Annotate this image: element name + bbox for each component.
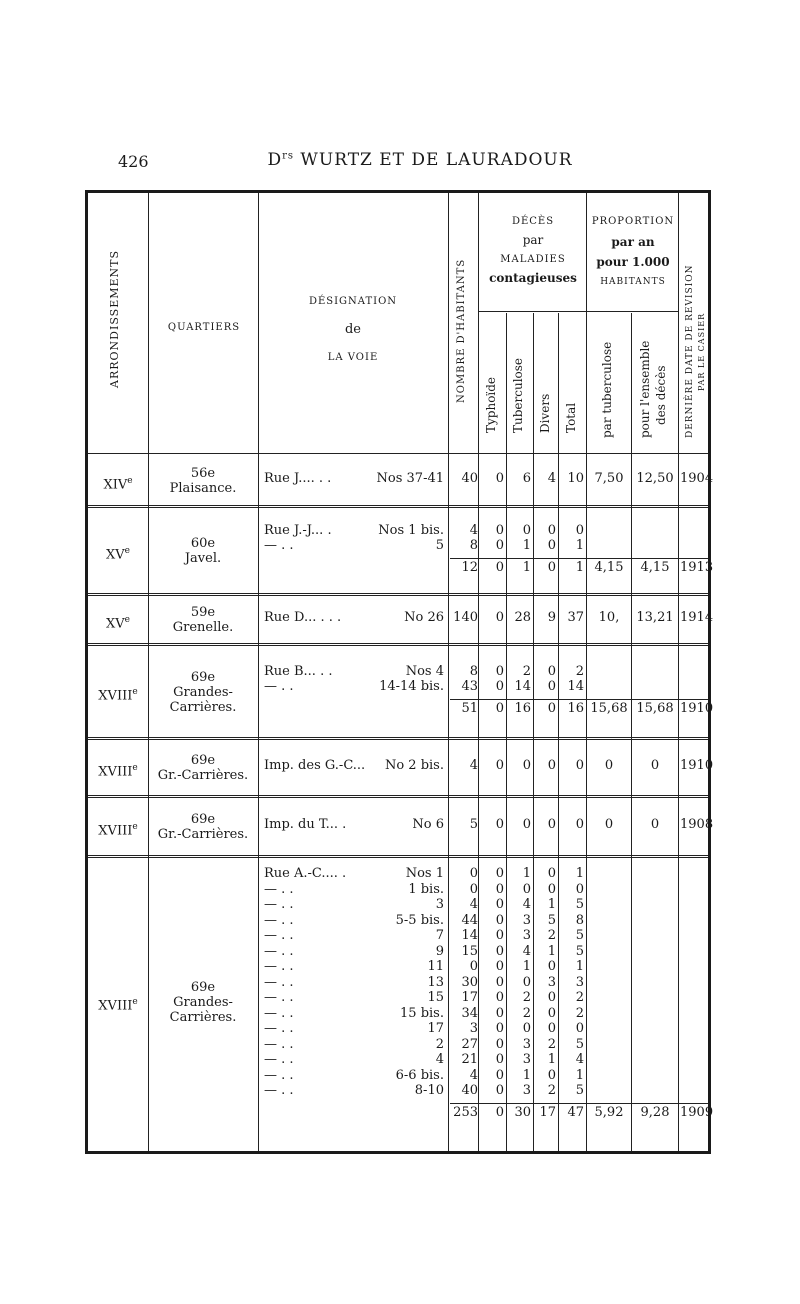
- voie-number: 1 bis.: [408, 881, 444, 897]
- voie-name: — . .: [264, 679, 294, 695]
- total-hab: 253: [453, 1104, 478, 1120]
- voie-name: — . .: [264, 943, 294, 959]
- header-designation-1: DÉSIGNATION: [308, 296, 398, 307]
- cell-tot: 0: [575, 1021, 584, 1036]
- quartier-line: 60e: [190, 536, 216, 551]
- cell-tub: 3: [522, 1083, 531, 1098]
- voie-number: 5: [435, 538, 444, 554]
- quartier-line: Carrières.: [169, 699, 237, 715]
- cell-tot: 10: [567, 471, 584, 487]
- cell-div: 9: [547, 610, 556, 626]
- voie-number: 2: [435, 1036, 444, 1052]
- arrondissement-cell: [90, 995, 146, 1013]
- cell-div: 0: [547, 1005, 556, 1021]
- cell-tot: 2: [575, 663, 584, 679]
- cell-typh: 0: [495, 1083, 504, 1098]
- total-div: 0: [547, 559, 556, 575]
- cell-tub: 1: [522, 1067, 531, 1083]
- voie-name: — . .: [264, 1036, 294, 1052]
- col-rule: [558, 313, 559, 1151]
- page-number: 426: [118, 152, 149, 171]
- cell-hab: 4: [469, 897, 478, 912]
- cell-typh: 0: [495, 663, 504, 679]
- cell-typh: 0: [495, 610, 504, 626]
- cell-hab: 40: [461, 1083, 478, 1098]
- voie-number: No 2 bis.: [384, 758, 444, 774]
- voie-number: Nos 4: [405, 663, 444, 679]
- prop-ensemble: 0: [650, 758, 660, 774]
- cell-div: 0: [547, 817, 556, 833]
- col-rule: [533, 313, 534, 1151]
- cell-typh: 0: [495, 866, 504, 881]
- total-rule: [450, 558, 586, 559]
- cell-div: 0: [547, 1067, 556, 1083]
- cell-div: 0: [547, 881, 556, 897]
- header-proportion-1: PROPORTION: [591, 216, 675, 227]
- col-rule: [448, 193, 449, 1151]
- cell-tub: 4: [522, 943, 531, 959]
- arrondissement-cell: [90, 761, 146, 779]
- cell-div: 0: [547, 663, 556, 679]
- running-head-rest: WURTZ ET DE LAURADOUR: [294, 150, 573, 170]
- header-deces-4: contagieuses: [489, 271, 577, 285]
- revision-year: 1904: [680, 471, 714, 487]
- cell-div: 0: [547, 959, 556, 974]
- cell-hab: 3: [469, 1021, 478, 1036]
- arrondissement-suffix: e: [132, 687, 138, 697]
- cell-tot: 14: [567, 679, 584, 695]
- cell-tub: 0: [522, 1021, 531, 1036]
- prop-tuberculose: 10,: [598, 610, 620, 626]
- cell-tot: 2: [575, 990, 584, 1005]
- cell-typh: 0: [495, 990, 504, 1005]
- proportion-rule: [586, 1103, 708, 1104]
- voie-name: — . .: [264, 538, 294, 554]
- running-head-sup: rs: [282, 150, 295, 162]
- prop-ensemble: 4,15: [640, 559, 670, 575]
- cell-tot: 0: [575, 881, 584, 897]
- cell-hab: 17: [461, 990, 478, 1005]
- col-rule: [631, 313, 632, 1151]
- col-rule: [586, 193, 587, 1151]
- voie-name: — . .: [264, 881, 294, 897]
- cell-div: 0: [547, 538, 556, 554]
- cell-tub: 0: [522, 758, 531, 774]
- cell-typh: 0: [495, 471, 504, 487]
- cell-div: 3: [547, 974, 556, 990]
- cell-tub: 2: [522, 990, 531, 1005]
- voie-number: 17: [427, 1021, 444, 1036]
- total-tub: 16: [514, 700, 531, 716]
- cell-tot: 5: [575, 1083, 584, 1098]
- arrondissement-suffix: e: [132, 997, 138, 1007]
- cell-typh: 0: [495, 1052, 504, 1067]
- voie-name: — . .: [264, 1083, 294, 1098]
- prop-ensemble: 15,68: [636, 700, 674, 716]
- arrondissement-cell: [90, 613, 146, 631]
- cell-div: 0: [547, 866, 556, 881]
- prop-tuberculose: 0: [604, 817, 614, 833]
- prop-ensemble: 12,50: [636, 471, 674, 487]
- voie-number: Nos 1: [405, 866, 444, 881]
- total-hab: 51: [461, 700, 478, 716]
- cell-tub: 3: [522, 912, 531, 928]
- running-head-prefix: D: [267, 150, 283, 170]
- quartier-line: Grandes-: [173, 994, 233, 1010]
- voie-number: Nos 37-41: [376, 471, 444, 487]
- header-divers: Divers: [538, 393, 552, 433]
- cell-div: 0: [547, 990, 556, 1005]
- quartier-line: 69e: [190, 979, 216, 995]
- prop-tuberculose: 0: [604, 758, 614, 774]
- cell-hab: 8: [469, 663, 478, 679]
- header-deces-1: DÉCÈS: [511, 216, 555, 227]
- col-rule: [148, 193, 149, 1151]
- running-head: [250, 150, 590, 170]
- header-proportion-4: HABITANTS: [600, 277, 666, 287]
- header-deces-3: MALADIES: [500, 254, 566, 265]
- header-prop-ensemble-2: des décès: [654, 365, 668, 425]
- header-deces-2: par: [522, 233, 544, 247]
- voie-name: Rue J.-J... .: [264, 522, 332, 538]
- cell-tub: 3: [522, 1036, 531, 1052]
- cell-typh: 0: [495, 758, 504, 774]
- block-separator: [88, 855, 708, 858]
- cell-hab: 27: [461, 1036, 478, 1052]
- voie-name: Rue D... . . .: [264, 610, 342, 626]
- cell-typh: 0: [495, 1067, 504, 1083]
- cell-tot: 5: [575, 1036, 584, 1052]
- block-separator: [88, 593, 708, 596]
- header-tuberculose: Tuberculose: [511, 357, 525, 433]
- header-quartiers: QUARTIERS: [167, 322, 241, 333]
- quartier-line: Plaisance.: [169, 481, 237, 496]
- voie-name: Rue J.... . .: [264, 471, 332, 487]
- revision-year: 1913: [680, 559, 714, 575]
- arrondissement-number: XVIII: [98, 764, 133, 780]
- arrondissement-number: XVIII: [98, 823, 133, 839]
- revision-year: 1914: [680, 610, 714, 626]
- cell-div: 2: [547, 1083, 556, 1098]
- revision-year: 1910: [680, 700, 714, 716]
- cell-div: 0: [547, 522, 556, 538]
- arrondissement-number: XV: [106, 547, 125, 563]
- voie-number: 3: [435, 897, 444, 912]
- quartier-line: 59e: [190, 605, 216, 620]
- block-separator: [88, 737, 708, 740]
- cell-tot: 0: [575, 758, 584, 774]
- cell-hab: 140: [453, 610, 478, 626]
- prop-ensemble: 0: [650, 817, 660, 833]
- voie-name: Imp. des G.-C...: [264, 758, 366, 774]
- header-rule: [586, 311, 678, 312]
- voie-name: — . .: [264, 912, 294, 928]
- cell-tub: 1: [522, 866, 531, 881]
- prop-tuberculose: 5,92: [594, 1104, 624, 1120]
- arrondissement-cell: [90, 544, 146, 562]
- col-rule: [258, 193, 259, 1151]
- voie-number: 7: [435, 928, 444, 943]
- arrondissement-number: XIV: [103, 477, 128, 493]
- arrondissement-suffix: e: [124, 546, 130, 556]
- cell-typh: 0: [495, 1021, 504, 1036]
- header-typhoide: Typhoïde: [484, 376, 498, 433]
- total-div: 17: [539, 1104, 556, 1120]
- header-designation-3: LA VOIE: [327, 352, 379, 363]
- quartier-line: Carrières.: [169, 1009, 237, 1025]
- cell-tub: 14: [514, 679, 531, 695]
- cell-hab: 21: [461, 1052, 478, 1067]
- voie-number: 13: [427, 974, 444, 990]
- voie-number: 11: [427, 959, 444, 974]
- voie-number: 15: [427, 990, 444, 1005]
- cell-tub: 1: [522, 538, 531, 554]
- quartier-line: Gr.-Carrières.: [157, 827, 249, 842]
- cell-typh: 0: [495, 928, 504, 943]
- col-rule: [678, 193, 679, 1151]
- voie-name: — . .: [264, 1067, 294, 1083]
- arrondissement-suffix: e: [124, 615, 130, 625]
- cell-hab: 15: [461, 943, 478, 959]
- arrondissement-suffix: e: [132, 822, 138, 832]
- cell-tub: 6: [522, 471, 531, 487]
- cell-hab: 40: [461, 471, 478, 487]
- total-typh: 0: [495, 700, 504, 716]
- block-separator: [88, 643, 708, 646]
- voie-number: 4: [435, 1052, 444, 1067]
- prop-ensemble: 13,21: [636, 610, 674, 626]
- voie-number: 5-5 bis.: [395, 912, 444, 928]
- prop-tuberculose: 4,15: [594, 559, 624, 575]
- header-habitants: NOMBRE D'HABITANTS: [456, 258, 467, 403]
- cell-tub: 4: [522, 897, 531, 912]
- header-prop-tuberculose: par tuberculose: [600, 341, 614, 438]
- voie-name: — . .: [264, 1005, 294, 1021]
- revision-year: 1908: [680, 817, 714, 833]
- voie-name: Rue B... . .: [264, 663, 333, 679]
- arrondissement-number: XVIII: [98, 998, 133, 1014]
- cell-typh: 0: [495, 817, 504, 833]
- cell-tub: 2: [522, 1005, 531, 1021]
- arrondissement-number: XV: [106, 616, 125, 632]
- arrondissement-cell: [90, 820, 146, 838]
- proportion-rule: [586, 558, 708, 559]
- header-revision-2: PAR LE CASIER: [697, 312, 706, 391]
- cell-tot: 37: [567, 610, 584, 626]
- voie-name: — . .: [264, 1052, 294, 1067]
- total-tub: 30: [514, 1104, 531, 1120]
- header-designation-2: de: [344, 322, 361, 337]
- cell-div: 1: [547, 1052, 556, 1067]
- voie-number: Nos 1 bis.: [378, 522, 444, 538]
- quartier-line: Gr.-Carrières.: [157, 768, 249, 783]
- header-total: Total: [564, 402, 578, 433]
- arrondissement-suffix: e: [132, 763, 138, 773]
- cell-hab: 34: [461, 1005, 478, 1021]
- header-rule: [478, 311, 586, 312]
- cell-tub: 1: [522, 959, 531, 974]
- cell-typh: 0: [495, 974, 504, 990]
- cell-tub: 0: [522, 817, 531, 833]
- cell-tot: 2: [575, 1005, 584, 1021]
- header-arrondissements: ARRONDISSEMENTS: [108, 249, 121, 388]
- quartier-line: 69e: [190, 753, 216, 768]
- cell-typh: 0: [495, 1036, 504, 1052]
- cell-div: 0: [547, 679, 556, 695]
- cell-hab: 30: [461, 974, 478, 990]
- statistics-table: [85, 190, 714, 1154]
- voie-number: No 6: [412, 817, 444, 833]
- cell-tot: 8: [575, 912, 584, 928]
- arrondissement-number: XVIII: [98, 688, 133, 704]
- col-rule: [506, 313, 507, 1151]
- cell-tub: 0: [522, 522, 531, 538]
- cell-div: 0: [547, 1021, 556, 1036]
- cell-tub: 28: [514, 610, 531, 626]
- quartier-line: Grenelle.: [172, 620, 234, 635]
- cell-tub: 0: [522, 881, 531, 897]
- cell-typh: 0: [495, 897, 504, 912]
- header-proportion-3: pour 1.000: [596, 255, 670, 269]
- col-rule: [478, 193, 479, 1151]
- arrondissement-suffix: e: [127, 476, 133, 486]
- voie-name: Rue A.-C.... .: [264, 866, 347, 881]
- cell-div: 4: [547, 471, 556, 487]
- cell-typh: 0: [495, 912, 504, 928]
- cell-tot: 1: [575, 959, 584, 974]
- voie-name: — . .: [264, 990, 294, 1005]
- cell-tub: 3: [522, 1052, 531, 1067]
- voie-number: 8-10: [414, 1083, 444, 1098]
- cell-tot: 5: [575, 928, 584, 943]
- voie-number: 9: [435, 943, 444, 959]
- voie-number: 15 bis.: [400, 1005, 444, 1021]
- cell-hab: 14: [461, 928, 478, 943]
- quartier-line: 56e: [190, 466, 216, 481]
- cell-tot: 0: [575, 522, 584, 538]
- voie-name: — . .: [264, 1021, 294, 1036]
- cell-hab: 4: [469, 522, 478, 538]
- revision-year: 1910: [680, 758, 714, 774]
- voie-name: — . .: [264, 959, 294, 974]
- cell-typh: 0: [495, 959, 504, 974]
- quartier-line: 69e: [190, 812, 216, 827]
- cell-typh: 0: [495, 522, 504, 538]
- cell-tot: 1: [575, 1067, 584, 1083]
- cell-typh: 0: [495, 538, 504, 554]
- cell-tot: 3: [575, 974, 584, 990]
- cell-div: 5: [547, 912, 556, 928]
- cell-div: 1: [547, 943, 556, 959]
- quartier-line: 69e: [190, 669, 216, 685]
- cell-tot: 5: [575, 943, 584, 959]
- prop-tuberculose: 7,50: [594, 471, 624, 487]
- cell-hab: 4: [469, 758, 478, 774]
- prop-ensemble: 9,28: [640, 1104, 670, 1120]
- cell-hab: 44: [461, 912, 478, 928]
- cell-tub: 2: [522, 663, 531, 679]
- total-typh: 0: [495, 559, 504, 575]
- cell-div: 2: [547, 1036, 556, 1052]
- total-rule: [450, 699, 586, 700]
- cell-typh: 0: [495, 881, 504, 897]
- total-hab: 12: [461, 559, 478, 575]
- cell-div: 0: [547, 758, 556, 774]
- cell-tot: 5: [575, 897, 584, 912]
- header-revision-1: DERNIÈRE DATE DE REVISION: [685, 264, 695, 438]
- voie-name: Imp. du T... .: [264, 817, 347, 833]
- cell-tub: 0: [522, 974, 531, 990]
- cell-div: 2: [547, 928, 556, 943]
- total-div: 0: [547, 700, 556, 716]
- prop-tuberculose: 15,68: [590, 700, 628, 716]
- cell-hab: 0: [469, 866, 478, 881]
- cell-typh: 0: [495, 679, 504, 695]
- block-separator: [88, 505, 708, 508]
- total-tot: 1: [575, 559, 584, 575]
- cell-typh: 0: [495, 943, 504, 959]
- cell-hab: 8: [469, 538, 478, 554]
- cell-tot: 0: [575, 817, 584, 833]
- header-bottom-rule: [88, 453, 708, 454]
- total-rule: [450, 1103, 586, 1104]
- cell-hab: 4: [469, 1067, 478, 1083]
- cell-hab: 43: [461, 679, 478, 695]
- voie-name: — . .: [264, 928, 294, 943]
- cell-tot: 4: [575, 1052, 584, 1067]
- total-tub: 1: [522, 559, 531, 575]
- cell-hab: 5: [469, 817, 478, 833]
- voie-name: — . .: [264, 897, 294, 912]
- header-prop-ensemble-1: pour l'ensemble: [638, 340, 652, 438]
- total-tot: 16: [567, 700, 584, 716]
- quartier-line: Javel.: [184, 551, 222, 566]
- block-separator: [88, 795, 708, 798]
- quartier-line: Grandes-: [173, 684, 233, 700]
- cell-typh: 0: [495, 1005, 504, 1021]
- cell-tot: 1: [575, 866, 584, 881]
- total-typh: 0: [495, 1104, 504, 1120]
- cell-div: 1: [547, 897, 556, 912]
- revision-year: 1909: [680, 1104, 714, 1120]
- total-tot: 47: [567, 1104, 584, 1120]
- proportion-rule: [586, 699, 708, 700]
- cell-hab: 0: [469, 959, 478, 974]
- voie-number: No 26: [404, 610, 444, 626]
- cell-tot: 1: [575, 538, 584, 554]
- voie-number: 6-6 bis.: [395, 1067, 444, 1083]
- voie-name: — . .: [264, 974, 294, 990]
- cell-hab: 0: [469, 881, 478, 897]
- voie-number: 14-14 bis.: [379, 679, 444, 695]
- arrondissement-cell: [90, 474, 146, 492]
- cell-tub: 3: [522, 928, 531, 943]
- arrondissement-cell: [90, 685, 146, 703]
- header-proportion-2: par an: [611, 235, 655, 249]
